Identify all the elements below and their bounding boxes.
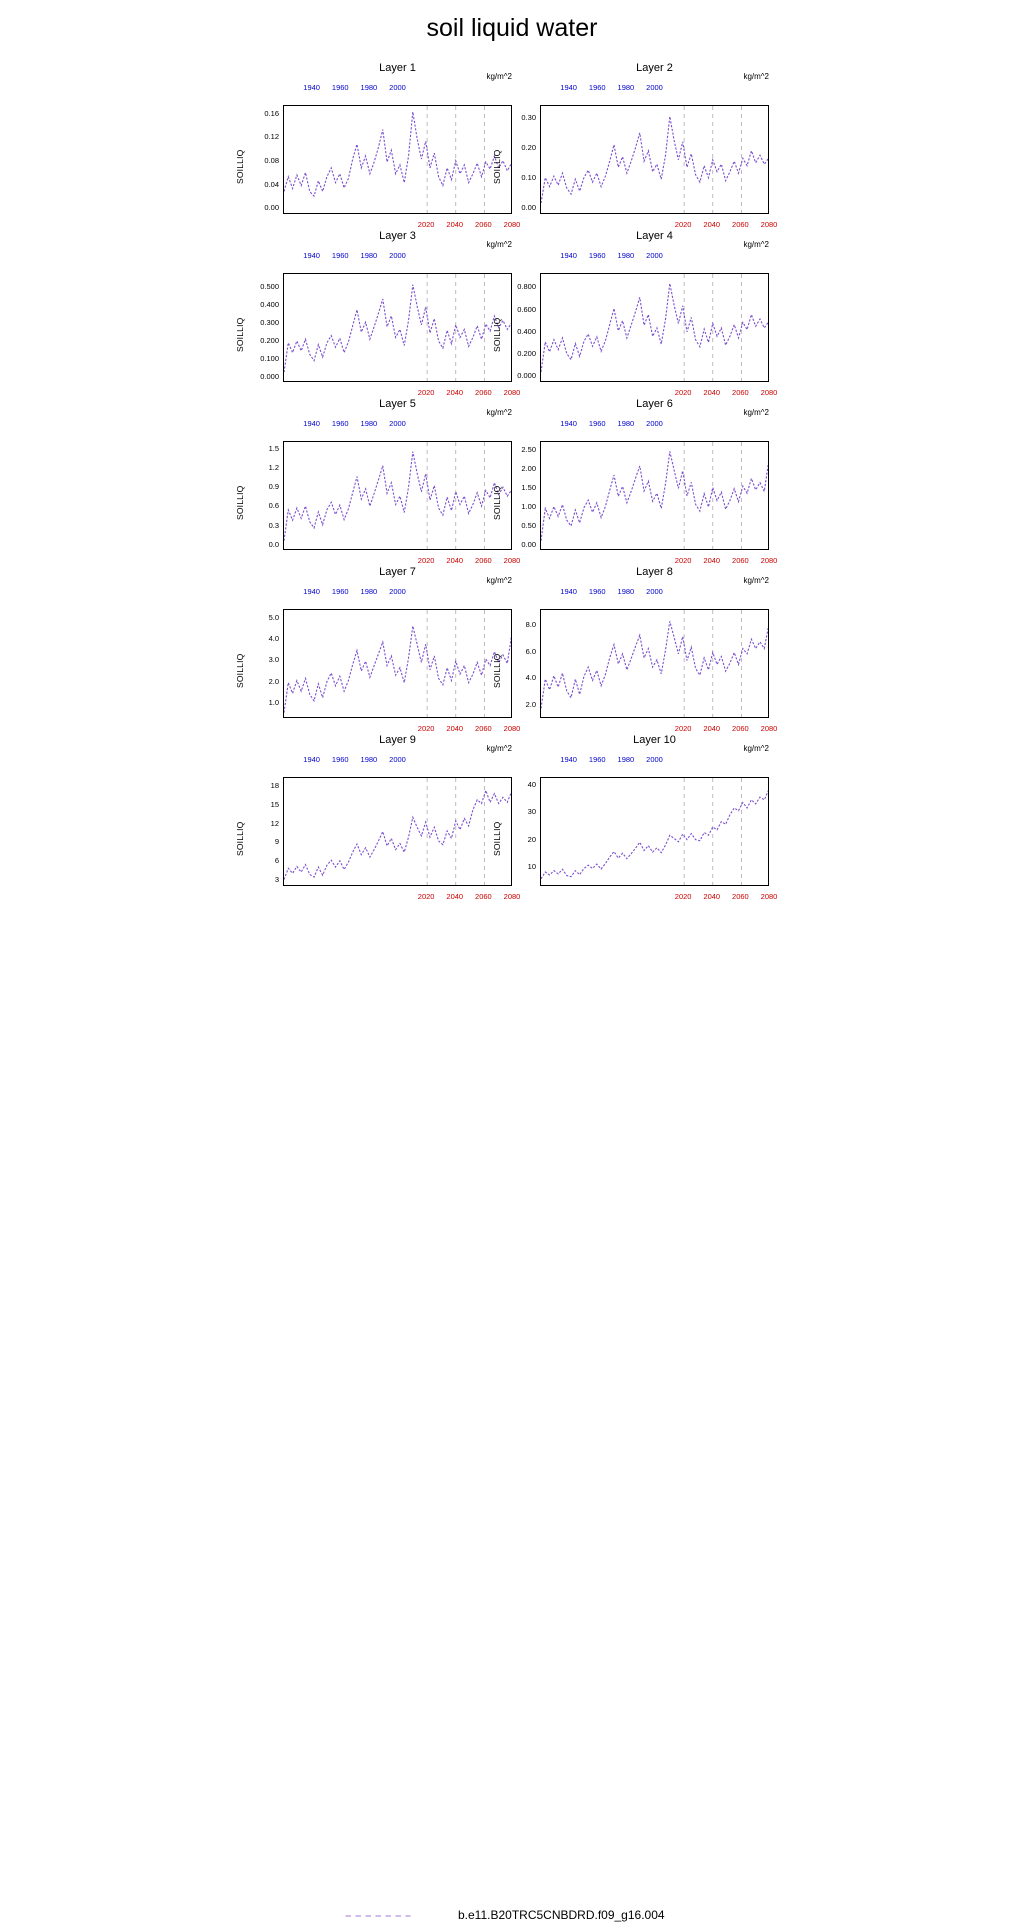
x-tick-bottom: 2020 xyxy=(417,388,435,397)
x-tick-top: 2000 xyxy=(646,587,663,596)
x-tick-top: 1940 xyxy=(303,251,320,260)
y-tick-label: 12 xyxy=(270,818,279,828)
y-axis-label: SOILLIQ xyxy=(492,653,502,688)
x-tick-top: 1980 xyxy=(617,587,635,596)
y-tick-label: 15 xyxy=(270,800,279,810)
chart-title: Layer 3 xyxy=(379,230,416,242)
series-line xyxy=(541,621,769,708)
y-tick-label: 1.2 xyxy=(268,462,279,472)
gridlines xyxy=(684,442,769,550)
x-tick-top: 1940 xyxy=(560,83,577,92)
x-tick-bottom: 2080 xyxy=(503,556,521,565)
x-tick-bottom: 2080 xyxy=(760,220,778,229)
x-tick-top: 1980 xyxy=(360,587,378,596)
plot-area xyxy=(283,105,512,214)
x-tick-bottom: 2020 xyxy=(674,724,692,733)
y-tick-label: 0.00 xyxy=(521,203,536,213)
y-tick-label: 0.800 xyxy=(517,282,536,292)
y-tick-label: 10 xyxy=(527,861,536,871)
x-tick-top: 2000 xyxy=(389,83,406,92)
x-tick-top: 2000 xyxy=(389,419,406,428)
y-tick-label: 1.00 xyxy=(521,502,536,512)
x-tick-bottom: 2040 xyxy=(703,892,721,901)
chart-panel-6 xyxy=(480,398,778,576)
x-tick-top: 1940 xyxy=(560,419,577,428)
y-tick-label: 0.200 xyxy=(517,349,536,359)
chart-panel-4 xyxy=(480,230,778,408)
units-label: kg/m^2 xyxy=(743,576,769,585)
chart-panel-5 xyxy=(223,398,521,576)
y-tick-label: 3 xyxy=(274,874,279,884)
units-label: kg/m^2 xyxy=(486,240,512,249)
series-line xyxy=(541,116,769,203)
x-tick-bottom: 2060 xyxy=(475,892,492,901)
x-tick-bottom: 2040 xyxy=(446,892,464,901)
x-tick-bottom: 2020 xyxy=(674,220,692,229)
x-tick-top: 1960 xyxy=(331,755,349,764)
series-line xyxy=(284,790,512,879)
plot-area xyxy=(540,609,769,718)
x-tick-top: 1940 xyxy=(303,83,320,92)
x-tick-top: 1980 xyxy=(360,83,378,92)
x-tick-top: 1980 xyxy=(360,419,378,428)
x-tick-bottom: 2060 xyxy=(732,556,749,565)
x-tick-bottom: 2020 xyxy=(417,220,435,229)
x-tick-bottom: 2040 xyxy=(703,724,721,733)
chart-title: Layer 9 xyxy=(379,734,416,746)
y-tick-label: 0.400 xyxy=(517,326,536,336)
y-axis-label: SOILLIQ xyxy=(492,821,502,856)
gridlines xyxy=(684,778,769,886)
x-tick-bottom: 2040 xyxy=(703,388,721,397)
y-tick-label: 0.600 xyxy=(517,304,536,314)
y-tick-label: 0.300 xyxy=(260,318,279,328)
y-tick-label: 0.20 xyxy=(521,143,536,153)
x-tick-top: 1960 xyxy=(331,419,349,428)
y-tick-label: 9 xyxy=(274,837,279,847)
y-tick-label: 4.0 xyxy=(525,673,536,683)
units-label: kg/m^2 xyxy=(743,240,769,249)
x-tick-bottom: 2020 xyxy=(417,724,435,733)
x-tick-top: 2000 xyxy=(389,251,406,260)
units-label: kg/m^2 xyxy=(486,72,512,81)
x-tick-top: 1980 xyxy=(617,83,635,92)
y-tick-label: 0.16 xyxy=(264,108,279,118)
y-tick-label: 0.04 xyxy=(264,179,279,189)
plot-area xyxy=(540,273,769,382)
y-axis-label: SOILLIQ xyxy=(235,653,245,688)
gridlines xyxy=(684,106,769,214)
y-tick-label: 0.000 xyxy=(517,371,536,381)
x-tick-bottom: 2020 xyxy=(417,556,435,565)
x-tick-bottom: 2080 xyxy=(760,724,778,733)
x-tick-bottom: 2060 xyxy=(475,388,492,397)
x-tick-top: 1980 xyxy=(360,755,378,764)
plot-area xyxy=(283,777,512,886)
x-tick-bottom: 2060 xyxy=(475,220,492,229)
y-tick-label: 0.500 xyxy=(260,282,279,292)
y-tick-label: 0.200 xyxy=(260,335,279,345)
y-tick-label: 2.50 xyxy=(521,445,536,455)
chart-title: Layer 5 xyxy=(379,398,416,410)
x-tick-top: 1940 xyxy=(303,419,320,428)
x-tick-bottom: 2080 xyxy=(503,388,521,397)
x-tick-bottom: 2040 xyxy=(703,556,721,565)
x-tick-top: 2000 xyxy=(646,419,663,428)
x-tick-top: 2000 xyxy=(389,587,406,596)
chart-panel-1 xyxy=(223,62,521,240)
y-tick-label: 3.0 xyxy=(268,655,279,665)
x-tick-bottom: 2080 xyxy=(503,892,521,901)
x-tick-top: 1960 xyxy=(588,251,606,260)
y-tick-label: 2.00 xyxy=(521,464,536,474)
x-tick-bottom: 2020 xyxy=(674,388,692,397)
x-tick-top: 2000 xyxy=(646,755,663,764)
plot-area xyxy=(283,273,512,382)
y-tick-label: 0.00 xyxy=(264,203,279,213)
x-tick-top: 2000 xyxy=(389,755,406,764)
chart-panel-3 xyxy=(223,230,521,408)
x-tick-bottom: 2060 xyxy=(732,724,749,733)
x-tick-top: 1980 xyxy=(617,419,635,428)
plot-area xyxy=(540,441,769,550)
x-tick-bottom: 2080 xyxy=(760,556,778,565)
chart-panel-7 xyxy=(223,566,521,744)
y-tick-label: 0.10 xyxy=(521,173,536,183)
plot-area xyxy=(540,777,769,886)
x-tick-top: 1960 xyxy=(588,755,606,764)
chart-title: Layer 4 xyxy=(636,230,673,242)
series-line xyxy=(541,790,769,879)
y-tick-label: 6 xyxy=(274,856,279,866)
x-tick-bottom: 2060 xyxy=(475,724,492,733)
y-axis-label: SOILLIQ xyxy=(235,821,245,856)
series-line xyxy=(284,452,512,541)
x-tick-top: 1940 xyxy=(560,587,577,596)
y-axis-label: SOILLIQ xyxy=(492,149,502,184)
x-tick-bottom: 2080 xyxy=(503,220,521,229)
y-tick-label: 0.100 xyxy=(260,353,279,363)
x-tick-bottom: 2060 xyxy=(732,220,749,229)
y-tick-label: 2.0 xyxy=(525,699,536,709)
y-tick-label: 0.12 xyxy=(264,132,279,142)
series-line xyxy=(284,626,512,713)
chart-title: Layer 7 xyxy=(379,566,416,578)
y-tick-label: 1.50 xyxy=(521,483,536,493)
y-axis-label: SOILLIQ xyxy=(235,485,245,520)
x-tick-top: 1960 xyxy=(331,587,349,596)
y-tick-label: 0.00 xyxy=(521,540,536,550)
x-tick-top: 1960 xyxy=(331,251,349,260)
y-tick-label: 40 xyxy=(527,780,536,790)
x-tick-top: 2000 xyxy=(646,251,663,260)
x-tick-bottom: 2060 xyxy=(475,556,492,565)
y-tick-label: 0.3 xyxy=(268,520,279,530)
units-label: kg/m^2 xyxy=(486,408,512,417)
x-tick-top: 1980 xyxy=(360,251,378,260)
chart-title: Layer 10 xyxy=(633,734,676,746)
y-tick-label: 0.50 xyxy=(521,521,536,531)
x-tick-top: 1980 xyxy=(617,755,635,764)
units-label: kg/m^2 xyxy=(743,72,769,81)
units-label: kg/m^2 xyxy=(486,744,512,753)
y-tick-label: 0.0 xyxy=(268,539,279,549)
y-tick-label: 4.0 xyxy=(268,633,279,643)
x-tick-top: 1960 xyxy=(331,83,349,92)
y-tick-label: 0.9 xyxy=(268,482,279,492)
gridlines xyxy=(684,610,769,718)
gridlines xyxy=(684,274,769,382)
legend-label: b.e11.B20TRC5CNBDRD.f09_g16.004 xyxy=(458,1908,665,1922)
x-tick-top: 1940 xyxy=(303,755,320,764)
x-tick-bottom: 2080 xyxy=(760,388,778,397)
y-tick-label: 0.6 xyxy=(268,501,279,511)
y-tick-label: 0.30 xyxy=(521,113,536,123)
chart-title: Layer 1 xyxy=(379,62,416,74)
y-tick-label: 30 xyxy=(527,807,536,817)
x-tick-bottom: 2040 xyxy=(446,220,464,229)
legend-line-sample xyxy=(313,1915,443,1917)
x-tick-bottom: 2040 xyxy=(446,556,464,565)
x-tick-bottom: 2020 xyxy=(674,556,692,565)
x-tick-top: 1940 xyxy=(560,755,577,764)
series-line xyxy=(541,283,769,371)
y-tick-label: 1.0 xyxy=(268,698,279,708)
y-tick-label: 2.0 xyxy=(268,676,279,686)
x-tick-top: 2000 xyxy=(646,83,663,92)
y-tick-label: 8.0 xyxy=(525,619,536,629)
y-tick-label: 5.0 xyxy=(268,612,279,622)
y-tick-label: 6.0 xyxy=(525,646,536,656)
y-tick-label: 0.400 xyxy=(260,300,279,310)
y-tick-label: 0.08 xyxy=(264,155,279,165)
y-tick-label: 1.5 xyxy=(268,443,279,453)
x-tick-bottom: 2060 xyxy=(732,388,749,397)
units-label: kg/m^2 xyxy=(743,408,769,417)
x-tick-bottom: 2020 xyxy=(674,892,692,901)
series-line xyxy=(541,451,769,540)
legend xyxy=(0,952,1024,1922)
x-tick-bottom: 2080 xyxy=(760,892,778,901)
x-tick-top: 1960 xyxy=(588,83,606,92)
y-axis-label: SOILLIQ xyxy=(492,317,502,352)
x-tick-bottom: 2040 xyxy=(446,724,464,733)
x-tick-bottom: 2080 xyxy=(503,724,521,733)
x-tick-top: 1940 xyxy=(303,587,320,596)
x-tick-bottom: 2040 xyxy=(446,388,464,397)
y-tick-label: 18 xyxy=(270,781,279,791)
chart-panel-8 xyxy=(480,566,778,744)
x-tick-top: 1940 xyxy=(560,251,577,260)
y-axis-label: SOILLIQ xyxy=(492,485,502,520)
units-label: kg/m^2 xyxy=(743,744,769,753)
chart-title: Layer 8 xyxy=(636,566,673,578)
x-tick-top: 1960 xyxy=(588,419,606,428)
units-label: kg/m^2 xyxy=(486,576,512,585)
x-tick-top: 1980 xyxy=(617,251,635,260)
y-axis-label: SOILLIQ xyxy=(235,317,245,352)
chart-title: Layer 2 xyxy=(636,62,673,74)
series-line xyxy=(284,112,512,196)
chart-title: Layer 6 xyxy=(636,398,673,410)
page-title: soil liquid water xyxy=(426,14,598,42)
y-axis-label: SOILLIQ xyxy=(235,149,245,184)
y-tick-label: 20 xyxy=(527,834,536,844)
y-tick-label: 0.000 xyxy=(260,371,279,381)
plot-area xyxy=(283,609,512,718)
x-tick-bottom: 2040 xyxy=(703,220,721,229)
plot-area xyxy=(540,105,769,214)
x-tick-bottom: 2060 xyxy=(732,892,749,901)
chart-panel-10 xyxy=(480,734,778,912)
chart-panel-9 xyxy=(223,734,521,912)
chart-panel-2 xyxy=(480,62,778,240)
x-tick-top: 1960 xyxy=(588,587,606,596)
plot-area xyxy=(283,441,512,550)
series-line xyxy=(284,285,512,373)
x-tick-bottom: 2020 xyxy=(417,892,435,901)
